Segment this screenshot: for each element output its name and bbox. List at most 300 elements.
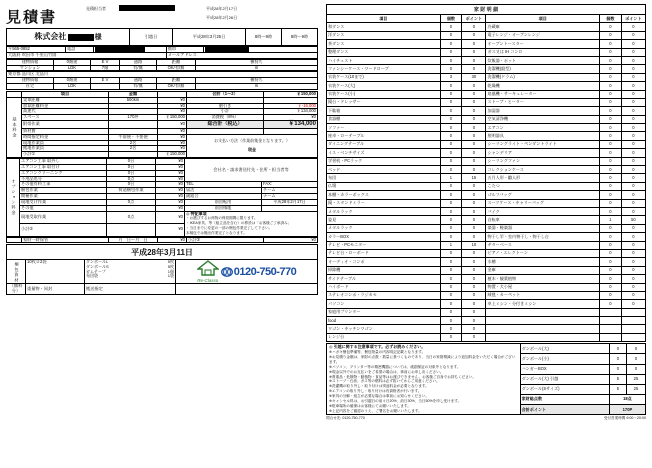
inv-right-name xyxy=(486,308,600,316)
table-row xyxy=(327,266,646,274)
inv-left-qty: 0 xyxy=(440,23,462,31)
inv-left-pt: 0 xyxy=(462,90,486,98)
inv-left-qty: 0 xyxy=(440,82,462,90)
inv-left-pt: 0 xyxy=(462,23,486,31)
contact-row2-label: 副組合 xyxy=(185,194,262,200)
table-row xyxy=(327,224,646,232)
inv-right-qty: 0 xyxy=(600,224,622,232)
inv-right-name: エアコン xyxy=(486,124,600,132)
inv-right-name: シャンデリア xyxy=(486,149,600,157)
inv-right-name: 扇風機・サーキュレーター xyxy=(486,90,600,98)
inv-right-name: 冷蔵庫 xyxy=(486,23,600,31)
row-noteamt-2: ￥134,000 xyxy=(264,109,318,115)
inv-right-pt: 0 xyxy=(621,65,645,73)
inv-left-qty: 0 xyxy=(440,199,462,207)
ev-label-2: E V xyxy=(91,78,120,84)
mat-qty-0: 5枚 xyxy=(167,259,174,265)
mat-qty-1: 5枚 xyxy=(167,263,174,269)
staff-name-masked xyxy=(119,5,175,11)
inv-right-qty: 0 xyxy=(600,31,622,39)
inv-left-pt: 0 xyxy=(462,82,486,90)
table-row xyxy=(327,207,646,215)
inv-right-qty: 0 xyxy=(600,166,622,174)
row-val-7: 2名 xyxy=(109,140,158,146)
inv-left-qty: 0 xyxy=(440,275,462,283)
storage-table xyxy=(6,237,318,244)
inv-right-qty: 1 xyxy=(600,216,622,224)
inv-left-qty: 0 xyxy=(440,98,462,106)
inv-right-pt: 0 xyxy=(621,82,645,90)
page-title: 見積書 xyxy=(6,9,58,26)
row-amt-3: ￥150,000 xyxy=(158,115,187,121)
footer-blank xyxy=(176,284,318,295)
inv-left-qty: 0 xyxy=(440,107,462,115)
inv-left-qty: 0 xyxy=(440,233,462,241)
basic-fee-label: 基本料金 xyxy=(7,97,22,157)
table-row xyxy=(327,216,646,224)
inv-left-name: 家庭用プリンター xyxy=(327,308,441,316)
mansion-label: マンション xyxy=(7,65,54,71)
inv-left-name: 座卓・ローテーブル xyxy=(327,132,441,140)
inv-right-pt: 50 xyxy=(621,216,645,224)
box-name-1: ダンボール(小) xyxy=(520,354,609,364)
table-row xyxy=(327,31,646,39)
inv-right-qty: 0 xyxy=(600,23,622,31)
inv-right-pt: 0 xyxy=(621,291,645,299)
inv-left-pt: 0 xyxy=(462,157,486,165)
inv-left-name: 衣装ケース(大) xyxy=(327,82,441,90)
inv-right-name: 楽器・軽楽器 xyxy=(486,224,600,232)
inventory-body xyxy=(327,23,646,342)
inv-left-qty: 0 xyxy=(440,90,462,98)
inv-right-pt xyxy=(621,333,645,341)
inv-left-qty: 0 xyxy=(440,182,462,190)
row-val-4 xyxy=(109,121,158,129)
prev-move-date: 平成28年2月17日 xyxy=(262,199,318,205)
row-amt-5: ¥0 xyxy=(158,129,187,135)
inv-right-name: 卓上ミシン・分付きミシン xyxy=(486,300,600,308)
inv-left-qty: 1 xyxy=(440,241,462,249)
room-1: 7階 xyxy=(91,65,120,71)
inv-right-pt: 0 xyxy=(621,115,645,123)
inv-left-pt: 0 xyxy=(462,283,486,291)
box-name-4: ダンボール(Sサイズ) xyxy=(520,384,609,394)
building-table-2 xyxy=(6,71,318,89)
brand-name: Re-Classo xyxy=(197,278,219,284)
inv-left-qty: 0 xyxy=(440,31,462,39)
inv-right-qty: 0 xyxy=(600,56,622,64)
terms-line-0: ・お選びするお荷物の保管期間に限ります。 xyxy=(186,216,258,221)
inv-right-qty: 0 xyxy=(600,115,622,123)
table-row xyxy=(327,82,646,90)
inv-right-qty xyxy=(600,333,622,341)
inv-right-name: 乾燥機 xyxy=(486,82,600,90)
estimate-date: 平成28年2月17日 xyxy=(206,6,238,11)
row-val-0: 500km xyxy=(109,97,158,103)
table-row xyxy=(327,124,646,132)
table-row xyxy=(327,199,646,207)
box-pt-4: 25 xyxy=(626,384,645,394)
total-boxes-value: 18点 xyxy=(609,395,645,405)
opt-label-4: その他有料工事 xyxy=(20,182,107,188)
inv-right-name xyxy=(486,325,600,333)
table-row xyxy=(327,56,646,64)
inv-left-name: 掃除機 xyxy=(327,266,441,274)
inv-right-name: 洗濯機(縦型) xyxy=(486,65,600,73)
title-row xyxy=(6,4,318,34)
inv-left-qty: 0 xyxy=(440,115,462,123)
inv-right-name: バイク xyxy=(486,207,600,215)
option-fee-label: オプション料金 xyxy=(7,159,20,236)
grand-total-label: 総合計（税込） xyxy=(187,121,264,129)
table-row xyxy=(327,308,646,316)
inv-right-pt: 0 xyxy=(621,275,645,283)
inv-left-name: ステレオコンポ・ラジカセ xyxy=(327,291,441,299)
opt-label-0: エアコン工事 取外し xyxy=(20,159,107,165)
opt-val-3: 0点 xyxy=(107,176,156,182)
options-table xyxy=(6,158,318,236)
inv-left-pt: 0 xyxy=(462,291,486,299)
time-slot-1: 8時～9時 xyxy=(246,29,282,46)
opt-val-5: 荷造梱包作業 xyxy=(107,188,156,194)
freedial-icon xyxy=(221,266,233,278)
row-label-8: 搬地作業員 xyxy=(22,146,109,152)
total-points-value: 170P xyxy=(609,405,645,415)
inv-right-name: 加湿器 xyxy=(486,107,600,115)
inv-left-pt: 0 xyxy=(462,300,486,308)
inv-right-pt: 0 xyxy=(621,107,645,115)
storage-amount: ¥0 xyxy=(158,237,187,243)
inv-right-qty xyxy=(600,308,622,316)
left-page xyxy=(6,4,318,464)
opt-amt-0: ¥0 xyxy=(156,159,185,165)
inv-left-qty: 0 xyxy=(440,132,462,140)
inv-left-pt: 0 xyxy=(462,140,486,148)
phone-masked xyxy=(95,47,145,52)
inv-right-pt: 0 xyxy=(621,224,645,232)
opt-val-9: 0点 xyxy=(107,211,156,223)
inv-left-pt: 0 xyxy=(462,216,486,224)
col-right-qty: 個数 xyxy=(600,15,622,23)
box-qty-1: 0 xyxy=(609,354,626,364)
inv-left-pt: 0 xyxy=(462,333,486,341)
notes-cell xyxy=(327,344,521,415)
floor-1: 0階建 xyxy=(54,59,91,65)
inv-right-qty: 0 xyxy=(600,207,622,215)
inv-right-qty: 0 xyxy=(600,48,622,56)
inv-right-name: 水槽 xyxy=(486,258,600,266)
footer-sub-0: 重量物・同封 xyxy=(26,284,85,295)
payment-note-cell xyxy=(187,134,318,157)
mat-qty-2: 1個 xyxy=(167,268,174,274)
staff-label: 見積担当者 xyxy=(86,6,106,11)
inv-right-pt xyxy=(621,308,645,316)
inv-right-qty xyxy=(600,325,622,333)
inv-left-pt: 0 xyxy=(462,48,486,56)
meter-1: m xyxy=(196,65,318,71)
sama-label: 様 xyxy=(94,33,102,41)
inv-right-qty: 0 xyxy=(600,149,622,157)
row-label-6: 時間指定料金 xyxy=(22,134,109,140)
inv-right-pt xyxy=(621,317,645,325)
inv-left-pt: 0 xyxy=(462,199,486,207)
contact-row1-label2: チーム xyxy=(262,188,318,194)
inv-right-qty: 0 xyxy=(600,182,622,190)
inv-left-name: 布団 xyxy=(327,174,441,182)
storage-sub-amount: ¥0 xyxy=(264,237,318,243)
table-row xyxy=(327,241,646,249)
brand-cell xyxy=(176,260,318,284)
box-name-0: ダンボール(大) xyxy=(520,344,609,354)
inv-left-pt: 0 xyxy=(462,107,486,115)
box-name-2: ハンガーBOX xyxy=(520,364,609,374)
table-row xyxy=(327,333,646,341)
inv-left-pt: 0 xyxy=(462,56,486,64)
opt-val-7: 0点 xyxy=(107,199,156,205)
inv-right-name: シーリングライト・ペンダントライト xyxy=(486,140,600,148)
payment-note-title: お支払い方法（作業前集金となります。） xyxy=(214,138,290,144)
inv-right-name xyxy=(486,317,600,325)
note-line: ※現金以外でのお支払いをご希望の場合は、事前にお申し出ください。 xyxy=(329,369,444,374)
inv-left-pt: 0 xyxy=(462,191,486,199)
row-amt-0: ¥0 xyxy=(158,97,187,103)
row-label-5: 資材費 xyxy=(22,129,109,135)
inv-left-name: メタルラック xyxy=(327,207,441,215)
storage-sub-label: 小計③ xyxy=(187,237,264,243)
row-label-3: スペース xyxy=(22,115,109,121)
inv-right-name: 自転車 xyxy=(486,216,600,224)
storage-label: 家財一時保管 xyxy=(22,237,109,243)
inv-left-name: 食器棚 xyxy=(327,115,441,123)
col-amount: 金額 xyxy=(109,91,158,97)
mat-name-2: ガムテープ xyxy=(86,268,106,274)
inv-left-pt: 0 xyxy=(462,275,486,283)
bldg-label: 建物情報 xyxy=(7,59,54,65)
inv-right-pt: 0 xyxy=(621,258,645,266)
inv-left-pt: 0 xyxy=(462,98,486,106)
inv-left-name: ワゴン・キッチンワゴン xyxy=(327,325,441,333)
box-pt-3: 25 xyxy=(626,374,645,384)
opt-label-8: その他 xyxy=(20,205,107,211)
inv-right-pt: 0 xyxy=(621,132,645,140)
inv-right-name: 物干し竿・室内物干し・物干し台 xyxy=(486,233,600,241)
inv-right-qty: 0 xyxy=(600,90,622,98)
inv-right-name: 植木・観葉植物 xyxy=(486,275,600,283)
col-total-value: ￥150,000 xyxy=(264,91,318,97)
footer-table xyxy=(6,244,318,295)
inv-right-name: 金庫 xyxy=(486,266,600,274)
inv-left-name: テレビ・PCモニター xyxy=(327,241,441,249)
inv-right-qty: 0 xyxy=(600,283,622,291)
inv-right-name: ゴルフバッグ xyxy=(486,191,600,199)
new-address: 東京都 品川区 北品川 xyxy=(7,72,318,78)
inv-left-name: 和ダンス xyxy=(327,23,441,31)
ok-1: OK/有/無 xyxy=(157,65,196,71)
box-qty-4: 5 xyxy=(609,384,626,394)
row-amt-8: ¥0 xyxy=(158,146,187,152)
inv-right-name: ガス又は IH コンロ xyxy=(486,48,600,56)
inv-right-name: 空気清浄機 xyxy=(486,115,600,123)
box-pt-0: 0 xyxy=(626,344,645,354)
distance-label-1: 距離 xyxy=(157,59,196,65)
inv-right-pt: 0 xyxy=(621,48,645,56)
ldk-2: LDK xyxy=(54,84,91,90)
billing-company-cell: 会社名・請求書送付先・住所・担当者等 xyxy=(185,159,318,182)
inv-right-qty: 0 xyxy=(600,157,622,165)
inv-left-name: 鏡・スタンドミラー xyxy=(327,199,441,207)
inv-left-pt: 0 xyxy=(462,166,486,174)
inv-left-name: ハイボード xyxy=(327,283,441,291)
inv-left-qty: 0 xyxy=(440,157,462,165)
inv-right-qty: 0 xyxy=(600,40,622,48)
row-amt-1: ¥0 xyxy=(158,103,187,109)
box-name-3: ダンボール(大) 引越 xyxy=(520,374,609,384)
inv-right-qty: 0 xyxy=(600,241,622,249)
inv-left-name: テレビ台・ローボード xyxy=(327,249,441,257)
note-line: ※貴重品・危険物・動植物・食品等はお運びできません。お客様ご自身でお持ちください。 xyxy=(329,374,476,379)
building-table-1 xyxy=(6,59,318,72)
inv-left-name: 茶ダンス xyxy=(327,40,441,48)
inv-right-qty: 0 xyxy=(600,291,622,299)
inventory-title: 家 財 明 細 xyxy=(326,4,646,14)
inv-right-name: コレクションケース xyxy=(486,166,600,174)
inv-right-name: ギターベース xyxy=(486,241,600,249)
inv-left-name: レンジ台 xyxy=(327,333,441,341)
inv-right-pt: 0 xyxy=(621,73,645,81)
inv-right-pt: 0 xyxy=(621,182,645,190)
table-row xyxy=(327,300,646,308)
opt-amt-5: ¥0 xyxy=(156,188,185,194)
table-row xyxy=(327,258,646,266)
bldg-label-2: 建物情報 xyxy=(7,78,54,84)
opt-amt-3: ¥0 xyxy=(156,176,185,182)
table-row xyxy=(327,90,646,98)
inv-left-name: ハイチェスト xyxy=(327,56,441,64)
row-note-3: 消費税（8%） xyxy=(187,115,264,121)
inv-right-pt: 0 xyxy=(621,124,645,132)
terms-title: ◎ 特記事項 xyxy=(186,210,207,216)
storage-period: 月 日～月 日 xyxy=(109,237,158,243)
note-line: ※キャンセル料は、お引越日の前々日20%、前日30%、当日50%を申し受けます。 xyxy=(329,398,462,403)
inv-left-name: ファンシーケース・ワードローブ xyxy=(327,65,441,73)
sya-label: 社宅 xyxy=(7,84,54,90)
inv-right-pt: 0 xyxy=(621,90,645,98)
material-left-note: 10枚ロ2袋 xyxy=(26,260,85,284)
box-pt-1: 0 xyxy=(626,354,645,364)
inv-right-pt: 0 xyxy=(621,199,645,207)
inv-left-name: 洋ダンス xyxy=(327,31,441,39)
inv-left-qty: 0 xyxy=(440,283,462,291)
col-right-pt: ポイント xyxy=(621,15,645,23)
col-left-item: 項目 xyxy=(327,15,441,23)
inv-right-name: 五月人形・雛人形 xyxy=(486,174,600,182)
inv-right-pt: 0 xyxy=(621,56,645,64)
row-amt-4: ¥0 xyxy=(158,121,187,129)
inv-right-name: オーブントースター xyxy=(486,40,600,48)
inv-left-pt: 0 xyxy=(462,258,486,266)
right-footer xyxy=(326,416,646,421)
inv-right-pt: 0 xyxy=(621,300,645,308)
inv-left-name: サイドテーブル xyxy=(327,275,441,283)
inv-left-name: ソファー xyxy=(327,124,441,132)
inv-left-name: food xyxy=(327,317,441,325)
inv-left-qty: 0 xyxy=(440,266,462,274)
inv-left-pt: 0 xyxy=(462,115,486,123)
table-row xyxy=(327,115,646,123)
opt-label-10: 小計② xyxy=(20,224,107,236)
inv-right-name: 照明器具 xyxy=(486,132,600,140)
inv-left-name: 姿見 xyxy=(327,216,441,224)
inv-right-qty: 0 xyxy=(600,82,622,90)
note-line: ※家具の分解・組立が必要な場合は事前にお知らせください。 xyxy=(329,394,429,399)
row-noteamt-1: ￥-16,000 xyxy=(264,103,318,109)
terms-line-3: 本稿包では搬出作業完了となります。 xyxy=(186,230,247,235)
table-row xyxy=(327,233,646,241)
inv-right-qty xyxy=(600,317,622,325)
table-row xyxy=(327,283,646,291)
inv-right-name: 洗濯機(ドラム) xyxy=(486,73,600,81)
note-line: ※ハガキ梱包準備等、梱包物量の内容明記記載となります。 xyxy=(329,350,426,355)
inv-right-qty: 0 xyxy=(600,199,622,207)
inv-left-pt: 0 xyxy=(462,266,486,274)
material-label: 梱包資材 xyxy=(7,260,26,284)
terms-line-2: ・当日までに変更の一部の梱包作業完了して下さい。 xyxy=(186,225,273,230)
inv-right-pt: 0 xyxy=(621,266,645,274)
inv-right-qty: 0 xyxy=(600,174,622,182)
other-label-2: 横持ち xyxy=(196,78,318,84)
inv-left-name: カラーBOX xyxy=(327,233,441,241)
inv-left-name: イス・ベンチサイズ xyxy=(327,149,441,157)
inv-right-pt: 0 xyxy=(621,174,645,182)
inv-right-name: スーツケース・キャリーバッグ xyxy=(486,199,600,207)
grand-total-value: ￥134,000 xyxy=(264,121,318,129)
inv-left-qty: 0 xyxy=(440,65,462,73)
inv-right-pt: 0 xyxy=(621,40,645,48)
estimate-table xyxy=(6,91,318,158)
table-row xyxy=(327,325,646,333)
inv-right-pt: 0 xyxy=(621,241,645,249)
inv-right-pt xyxy=(621,325,645,333)
inv-left-pt: 0 xyxy=(462,233,486,241)
opt-label-5: 梱包作業 xyxy=(20,188,107,194)
footer-sub-1: 搬送指定 xyxy=(85,284,176,295)
box-qty-0: 0 xyxy=(609,344,626,354)
inv-right-name: ピアノ・エレクトーン xyxy=(486,249,600,257)
row-label-9: 小計① xyxy=(22,152,109,158)
opt-amt-10: ¥0 xyxy=(156,224,185,236)
inv-right-qty: 0 xyxy=(600,300,622,308)
box-qty-3: 5 xyxy=(609,374,626,384)
mobile-masked xyxy=(205,47,249,52)
inv-left-qty: 0 xyxy=(440,224,462,232)
inv-left-name: 本棚・カラーボックス xyxy=(327,191,441,199)
inv-left-qty: 0 xyxy=(440,325,462,333)
inv-right-pt: 0 xyxy=(621,98,645,106)
inv-left-qty: 0 xyxy=(440,308,462,316)
row-label-7: 現地作業員 xyxy=(22,140,109,146)
ldk-1: LDK xyxy=(54,65,91,71)
opt-amt-1: ¥0 xyxy=(156,164,185,170)
row-label-1: 加算距離料金 xyxy=(22,103,109,109)
table-row xyxy=(327,249,646,257)
mobile-label: 携帯 xyxy=(166,47,203,53)
inv-right-qty: 0 xyxy=(600,275,622,283)
inv-left-pt: 30 xyxy=(462,73,486,81)
inv-right-qty: 0 xyxy=(600,140,622,148)
note-line: ※ストーブ・石油、ガス等の燃料は必ず抜いてからご用意ください。 xyxy=(329,379,440,384)
distance-label-2: 距離 xyxy=(157,78,196,84)
inv-left-pt: 0 xyxy=(462,317,486,325)
